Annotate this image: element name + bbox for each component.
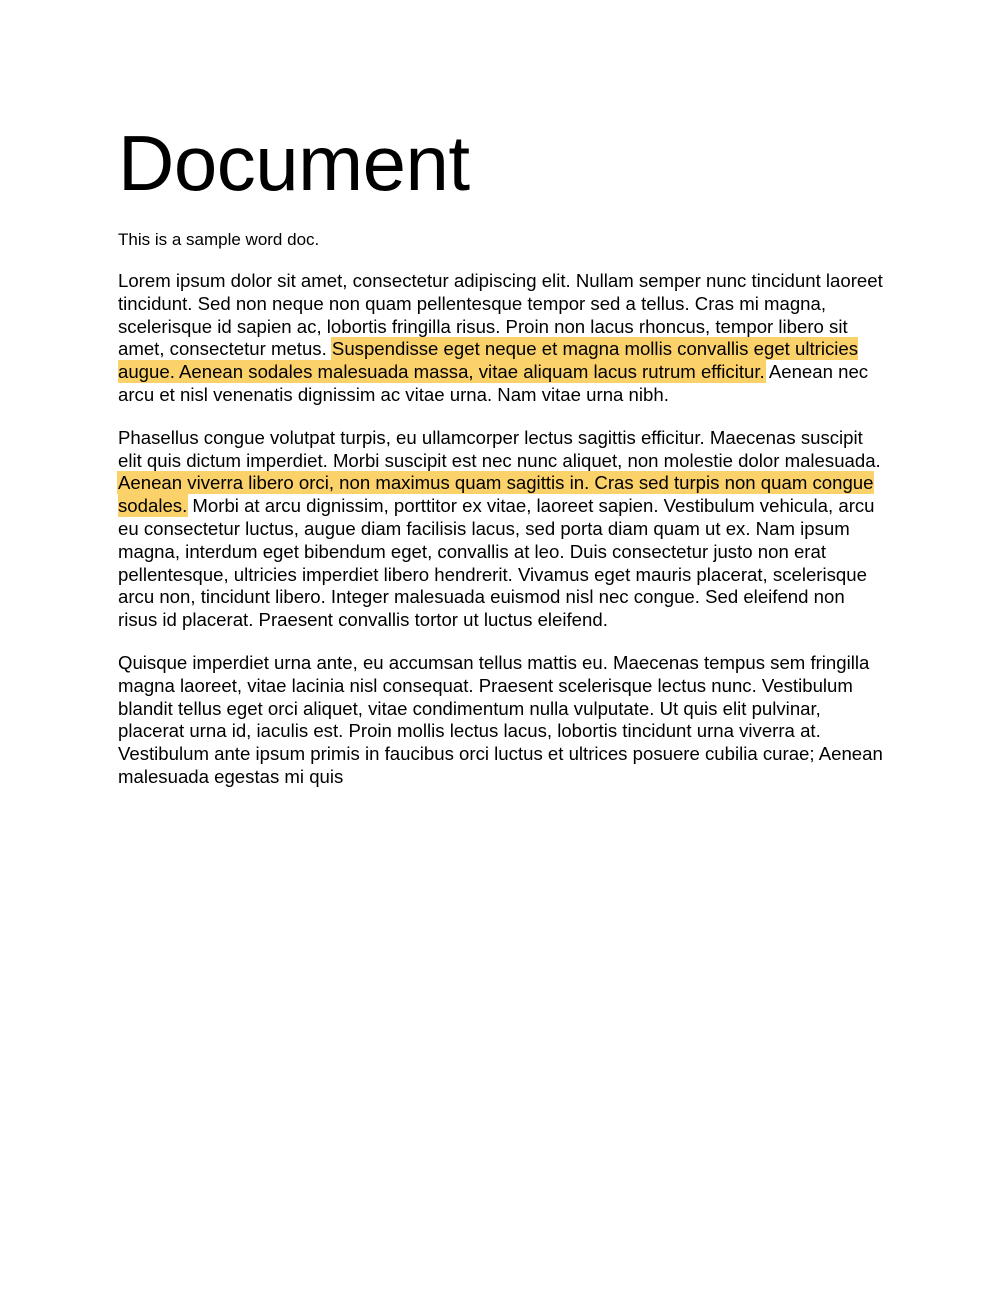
paragraph-1: [118, 270, 886, 407]
document-subtitle: This is a sample word doc.: [118, 230, 320, 249]
paragraph-2-text-before: Phasellus congue volutpat turpis, eu ullamcorper lectus sagittis efficitur. Maecenas suscipit elit quis dictum imperdiet. Morbi suscipit est nec nunc aliquet, non molestie dolor malesuada.: [118, 426, 881, 471]
paragraph-1-text-after: Aenean nec arcu et nisl venenatis dignissim ac vitae urna. Nam vitae urna nibh.: [118, 361, 869, 405]
document-title: Document: [118, 119, 470, 207]
paragraph-2-highlight: Aenean viverra libero orci, non maximus quam sagittis in. Cras sed turpis non quam congue sodales.: [118, 472, 874, 517]
paragraph-1-text-before: Lorem ipsum dolor sit amet, consectetur adipiscing elit. Nullam semper nunc tincidunt laoreet tincidunt. Sed non neque non quam pellentesque tempor sed a tellus. Cras mi magna, scelerisque id sapien ac, lobortis fringilla risus. Proin non lacus rhoncus, tempor libero sit amet, consectetur metus.: [118, 270, 883, 360]
paragraph-1-highlight: Suspendisse eget neque et magna mollis convallis eget ultricies augue. Aenean sodales malesuada massa, vitae aliquam lacus rutrum efficitur.: [118, 338, 859, 383]
document-body: [118, 270, 886, 809]
paragraph-2: [118, 427, 886, 632]
paragraph-3: [118, 652, 886, 789]
paragraph-2-text-after: Morbi at arcu dignissim, porttitor ex vitae, laoreet sapien. Vestibulum vehicula, arcu eu consectetur luctus, augue diam facilisis lacus, sed porta diam quam ut ex. Nam ipsum magna, interdum eget bibendum eget, convallis at leo. Duis consectetur justo non erat pellentesque, ultricies imperdiet libero hendrerit. Vivamus eget mauris placerat, scelerisque arcu non, tincidunt libero. Integer malesuada euismod nisl nec congue. Sed eleifend non risus id placerat. Praesent convallis tortor ut luctus eleifend.: [118, 495, 875, 631]
paragraph-3-text: Quisque imperdiet urna ante, eu accumsan tellus mattis eu. Maecenas tempus sem fringilla magna laoreet, vitae lacinia nisl consequat. Praesent scelerisque lectus nunc. Vestibulum blandit tellus eget orci aliquet, vitae condimentum nulla vulputate. Ut quis elit pulvinar, placerat urna id, iaculis est. Proin mollis lectus lacus, lobortis tincidunt urna viverra at. Vestibulum ante ipsum primis in faucibus orci luctus et ultrices posuere cubilia curae; Aenean malesuada egestas mi quis: [118, 651, 883, 787]
